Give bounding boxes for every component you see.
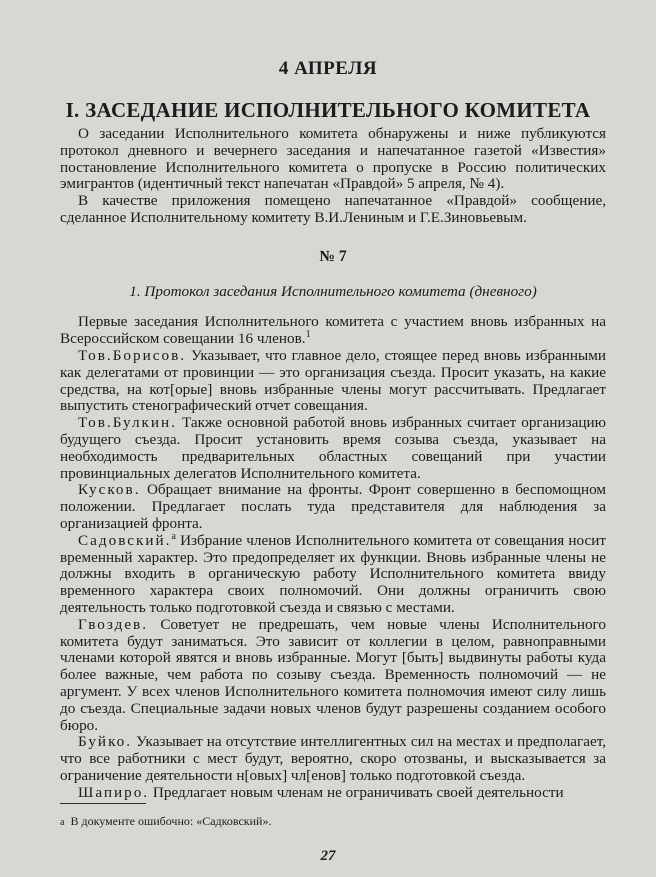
paragraph-borisov (60, 348, 606, 415)
speaker-name: Садовский. (78, 531, 172, 549)
document-number: № 7 (319, 247, 347, 265)
speaker-name: Гвоздев. (78, 615, 149, 633)
paragraph-gvozdev (60, 617, 606, 735)
paragraph-text: Также основной работой вновь избранных считает организацию будущего съезда. Просит установить время созыва съезда, указывает на необходимость предварительных областных совещаний при участии провинциальных делегатов Исполнительного комитета. (60, 414, 606, 482)
footnote (60, 814, 606, 829)
speaker-name: Кусков. (78, 481, 141, 499)
paragraph-text: Указывает на отсутствие интеллигентных сил на местах и предполагает, что все работники с мест будут, вероятно, скоро отозваны, и высказывается за ограничение деятельности н[овых] чл[енов] только подготовкой съезда. (60, 733, 607, 784)
footnote-text: В документе ошибочно: «Садковский». (70, 814, 272, 828)
section-date: 4 АПРЕЛЯ (278, 58, 378, 79)
paragraph-opening (60, 314, 606, 348)
paragraph-text: Указывает, что главное дело, стоящее перед вновь избранными как делегатами от провинции — это организация съезда. Просит указать, на какие средства, на кот[орые] вновь избранные члены могут рассчитывать. Предлагает выпустить стенографический отчет совещания. (60, 346, 606, 415)
footnote-ref-1: 1 (305, 329, 311, 341)
main-text (60, 126, 606, 801)
paragraph-text: Обращает внимание на фронты. Фронт совершенно в беспомощном положении. Предлагает послать туда представителя для наблюдения за организацией фронта. (60, 481, 607, 532)
paragraph-text: Советует не предрешать, чем новые члены Исполнительного комитета будут заниматься. Это зависит от коллегии в целом, равноправными членами которой явятся и вновь избранные. Могут [быть] выдвинуты работы куда более важные, чем работа по созыву съезда. Временность полномочий — не аргумент. У всех членов Исполнительного комитета полномочия имеют силу лишь до съезда. Специальные задачи новых членов будут разрешены созданием особого бюро. (60, 615, 606, 734)
footnote-ref-a: а (171, 530, 176, 542)
speaker-name: Тов.Борисов. (78, 346, 187, 364)
page-number: 27 (320, 848, 336, 864)
intro-paragraph-2: В качестве приложения помещено напечатанное «Правдой» сообщение, сделанное Исполнительному комитету В.И.Лениным и Г.Е.Зиновьевым. (60, 192, 606, 226)
footnote-divider (60, 803, 146, 804)
paragraph-bulkin (60, 415, 606, 482)
paragraph-text: Предлагает новым членам не ограничивать своей деятельности (152, 783, 564, 801)
paragraph-kuskov (60, 482, 606, 532)
paragraph-buyko (60, 734, 606, 784)
speaker-name: Буйко. (78, 733, 133, 751)
speaker-name: Шапиро. (78, 783, 150, 801)
intro-paragraph-1: О заседании Исполнительного комитета обнаружены и ниже публикуются протокол дневного и вечернего заседания и напечатанное газетой «Известия» постановление Исполнительного комитета о пропуске в Россию политических эмигрантов (идентичный текст напечатан «Правдой» 5 апреля, № 4). (60, 125, 606, 193)
section-title: I. ЗАСЕДАНИЕ ИСПОЛНИТЕЛЬНОГО КОМИТЕТА (65, 98, 591, 122)
footnote-mark: а (60, 817, 65, 828)
paragraph-text: Избрание членов Исполнительного комитета от совещания носит временный характер. Это предопределяет их функции. Вновь избранные члены не должны входить в органическую работу Исполнительного комитета ввиду временного характера своих полномочий. Они должны ограничить свою деятельность только подготовкой съезда и связью с местами. (60, 531, 606, 616)
paragraph-text: Первые заседания Исполнительного комитета с участием вновь избранных на Всероссийском совещании 16 членов. (60, 313, 606, 348)
speaker-name: Тов.Булкин. (78, 414, 177, 432)
paragraph-sadovsky (60, 530, 606, 617)
paragraph-shapiro (60, 785, 606, 802)
protocol-subtitle: 1. Протокол заседания Исполнительного комитета (дневного) (129, 282, 537, 300)
